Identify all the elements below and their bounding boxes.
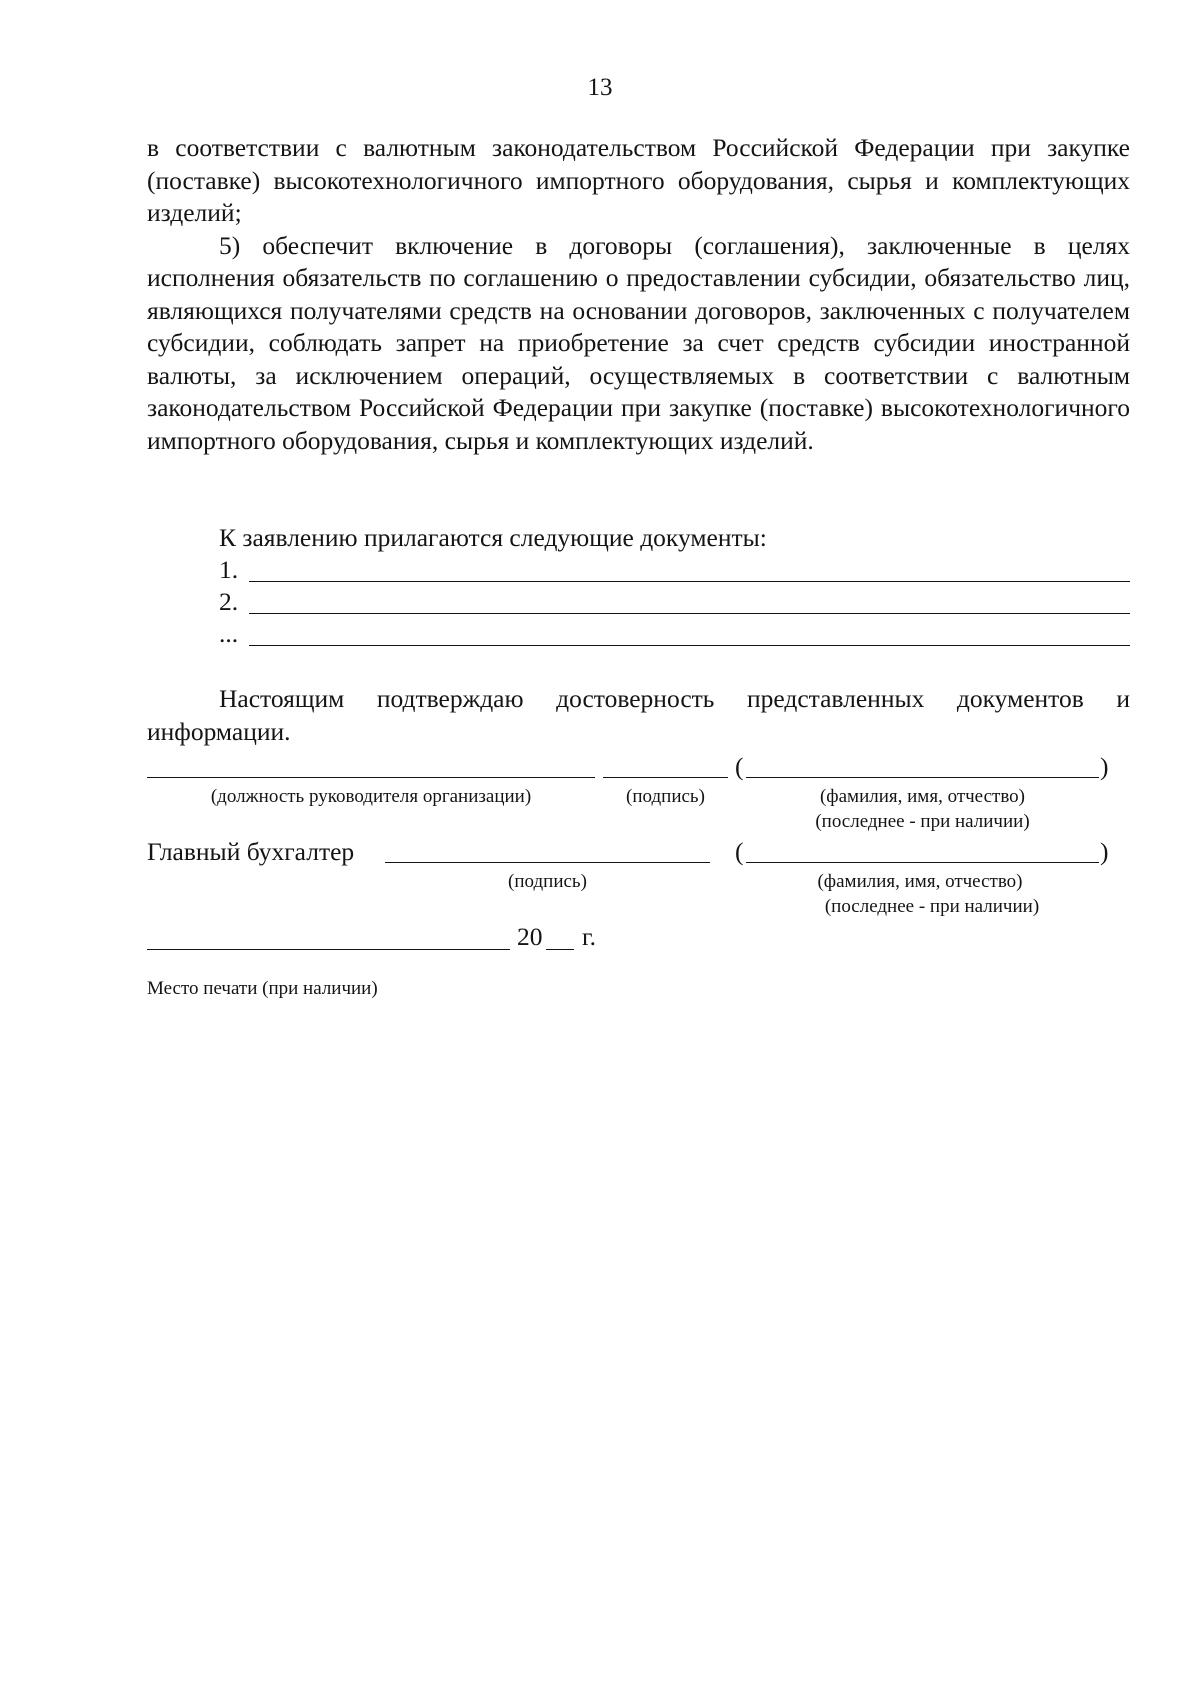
date-year-blank [546, 949, 574, 950]
head-name-close-paren: ) [1100, 752, 1109, 781]
date-year-prefix: 20 [517, 922, 543, 951]
attachment-item [219, 619, 1130, 651]
head-name-caption-note: (последнее - при наличии) [815, 811, 1030, 832]
confirmation-text [147, 683, 1130, 748]
page-number: 13 [587, 74, 613, 101]
head-name-caption: (фамилия, имя, отчество) [819, 786, 1025, 807]
head-position-caption: (должность руководителя организации) [210, 786, 532, 807]
date-year-suffix: г. [582, 922, 596, 951]
accountant-name-caption-note: (последнее - при наличии) [824, 896, 1040, 917]
confirmation-sentence: Настоящим подтверждаю достоверность представленных документов и информации. [147, 684, 1130, 746]
attachment-number: 2. [219, 587, 239, 616]
accountant-name-line [746, 862, 1099, 863]
accountant-name-open-paren: ( [735, 837, 744, 866]
attachment-blank-line [249, 581, 1130, 582]
accountant-label: Главный бухгалтер [147, 837, 355, 866]
accountant-name-caption: (фамилия, имя, отчество) [817, 871, 1023, 892]
head-name-open-paren: ( [735, 752, 744, 781]
accountant-signature-line [385, 862, 710, 863]
date-line [147, 949, 510, 950]
attachment-blank-line [249, 645, 1130, 646]
accountant-name-close-paren: ) [1100, 837, 1109, 866]
head-name-line [746, 777, 1099, 778]
attachment-number: 1. [219, 555, 239, 584]
body-paragraphs [147, 132, 1130, 457]
attachment-number: ... [219, 619, 239, 648]
accountant-signature-caption: (подпись) [508, 871, 587, 892]
attachment-blank-line [249, 613, 1130, 614]
paragraph-continuation: в соответствии с валютным законодательством Российской Федерации при закупке (поставке) высокотехнологичного импортного оборудования, сырья и комплектующих изделий; [147, 133, 1130, 227]
head-signature-caption: (подпись) [626, 786, 705, 807]
attachment-item [219, 555, 1130, 587]
attachments-intro: К заявлению прилагаются следующие документы: [219, 523, 767, 552]
head-position-line [147, 777, 595, 778]
head-signature-line [603, 777, 728, 778]
paragraph-item-5: 5) обеспечит включение в договоры (соглашения), заключенные в целях исполнения обязательств по соглашению о предоставлении субсидии, обязательство лиц, являющихся получателями средств на основании договоров, заключенных с получателем субсидии, соблюдать запрет на приобретение за счет средств субсидии иностранной валюты, за исключением операций, осуществляемых в соответствии с валютным законодательством Российской Федерации при закупке (поставке) высокотехнологичного импортного оборудования, сырья и комплектующих изделий. [147, 230, 1130, 455]
attachment-item [219, 587, 1130, 619]
stamp-note: Место печати (при наличии) [147, 978, 378, 999]
